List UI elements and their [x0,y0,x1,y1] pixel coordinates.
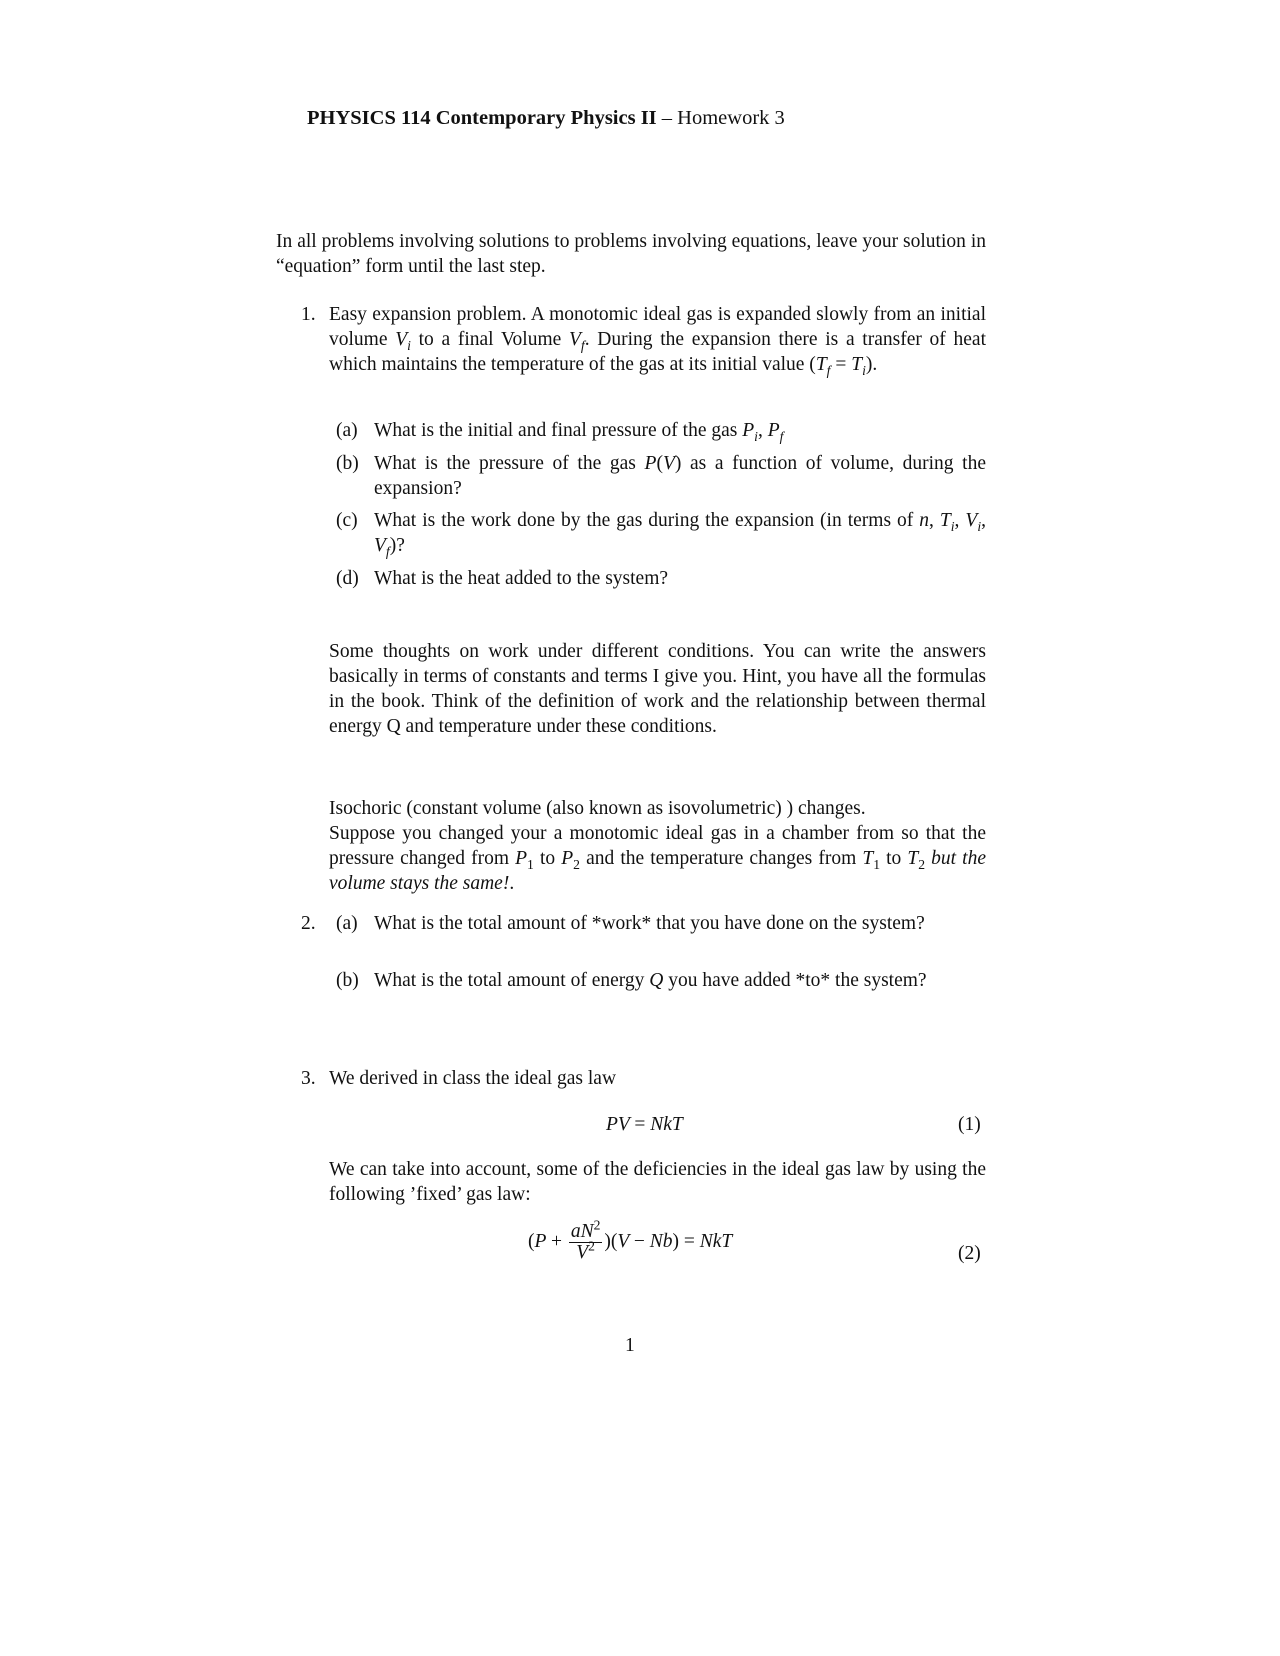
math-vf: $V_f$ [568,329,585,353]
math-n-ti-vi-vf: n, $T_i$, $V_i$, $V_f$ [374,510,986,559]
part-1b-text [374,451,986,501]
math-p2: $P_2$ [561,848,580,872]
part-1c-question: What is the work done by the gas during the expansion (in terms of [374,510,920,531]
math-tf-eq-ti: $T_f = T_i$ [815,354,866,378]
part-1a-question: What is the initial and final pressure of the gas [374,420,743,441]
part-2b-label: (b) [336,970,359,991]
part-2b-text [374,968,986,993]
problem-3-text: We derived in class the ideal gas law [329,1068,617,1089]
fraction-an2-over-v2: $\frac{aN^2}{V^2}$ [570,1217,601,1264]
part-1a-label: (a) [336,420,358,441]
equation-fixed-gas-law: (P + $\frac{aN^2}{V^2}$ )(V − Nb) = NkT [528,1217,733,1264]
isochoric-italic-end: but the volume stays the same! [329,848,986,894]
equation-1-number: (1) [958,1114,981,1135]
math-t2: $T_2$ [907,848,926,872]
course-title: PHYSICS 114 Contemporary Physics II [307,107,657,129]
part-1b-question-start: What is the pressure of the gas [374,453,645,474]
part-1b-label: (b) [336,453,359,474]
intro-paragraph: In all problems involving solutions to problems involving equations, leave your solution in “equation” form until the last step. [276,231,986,277]
problem-1-text [329,302,986,377]
problem-1-text-end: ). [865,354,878,375]
part-2a-label: (a) [336,913,358,934]
isochoric-period: . [509,873,515,894]
problem-1-text-mid2: . During the expansion there is a transfer of heat which maintains the temperature of the gas at its initial value ( [329,329,986,375]
problem-1-text-mid1: to a final Volume [410,329,569,350]
math-vi: $V_i$ [395,329,411,353]
part-1c-text: What is the work done by the gas during the expansion (in terms of n, $T_i$, $V_i$, $V_f$)? [374,510,986,559]
problem-3-text-2: We can take into account, some of the deficiencies in the ideal gas law by using the following ’fixed’ gas law: [329,1159,986,1205]
math-p-of-v: P(V) [644,453,682,474]
isochoric-text-mid: and the temperature changes from [579,848,863,869]
problem-1-number: 1. [301,304,316,325]
math-p1: $P_1$ [515,848,534,872]
part-1d-text: What is the heat added to the system? [374,568,669,589]
problem-2-number: 2. [301,913,316,934]
part-2b-question-start: What is the total amount of energy [374,970,650,991]
math-pi-pf: $P_i$, $P_f$ [742,420,784,444]
math-q: Q [649,970,664,991]
part-1a-text [374,418,986,443]
page-number: 1 [625,1335,635,1356]
part-2a-text: What is the total amount of *work* that you have done on the system? [374,913,925,934]
isochoric-heading: Isochoric (constant volume (also known as isovolumetric) ) changes. [329,798,866,819]
math-t1: $T_1$ [862,848,881,872]
assignment-title: Homework 3 [677,107,785,129]
isochoric-to-1: to [533,848,562,869]
part-1c-label: (c) [336,510,358,531]
part-1d-label: (d) [336,568,359,589]
thoughts-paragraph: Some thoughts on work under different conditions. You can write the answers basically in terms of constants and terms I give you. Hint, you have all the formulas in the book. Think of the definition of work and the relationship between thermal energy Q and temperature under these conditions. [329,641,986,737]
isochoric-to-2: to [880,848,908,869]
equation-ideal-gas-law: PV = NkT [606,1114,683,1135]
part-2b-question-end: you have added *to* the system? [663,970,927,991]
problem-1-text-start: Easy expansion problem. A monotomic ideal gas is expanded slowly from an initial volume [329,304,986,350]
page-header [307,106,785,131]
isochoric-paragraph [329,821,986,896]
problem-3-number: 3. [301,1068,316,1089]
isochoric-text-start: Suppose you changed your a monotomic ideal gas in a chamber from so that the pressure changed from [329,823,986,869]
header-separator: – [661,107,673,129]
equation-2-number: (2) [958,1243,981,1264]
part-1b-question-end: as a function of volume, during the expansion? [374,453,986,499]
